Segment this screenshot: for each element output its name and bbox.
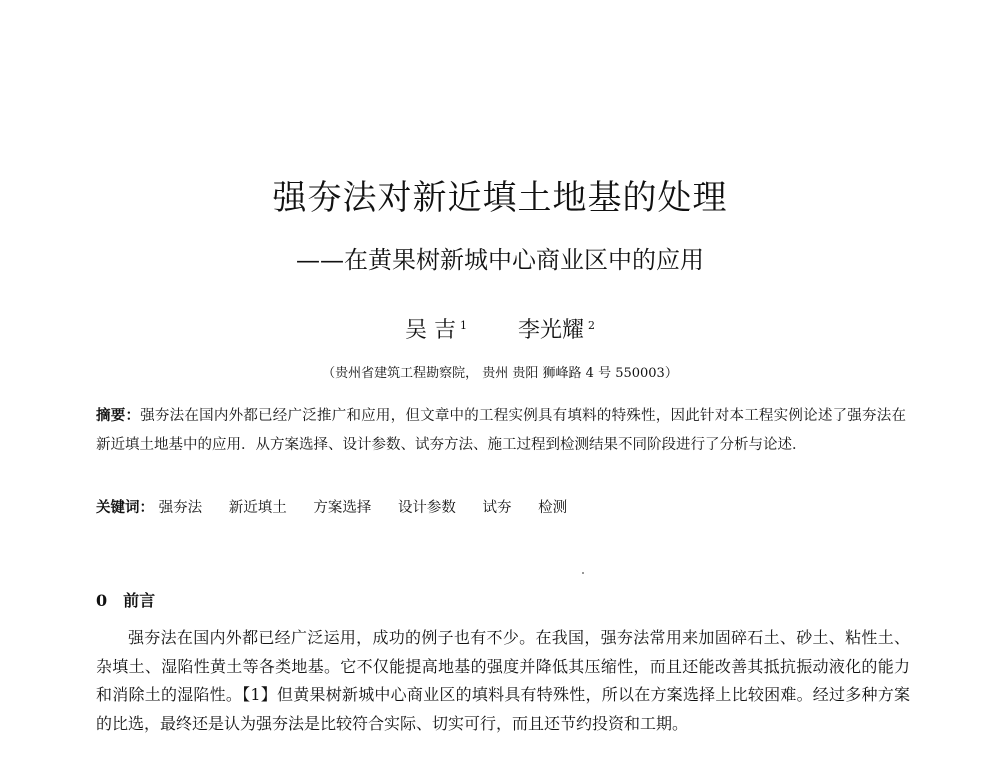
section-heading [96, 588, 155, 611]
keyword: 试夯 [482, 500, 512, 516]
keywords [96, 497, 906, 519]
section-title: 前言 [123, 591, 156, 610]
scan-speck [582, 572, 584, 574]
body-text [96, 624, 910, 738]
keyword: 设计参数 [397, 500, 456, 516]
author [405, 318, 467, 343]
author-affiliation-mark: 1 [459, 318, 467, 332]
paper-subtitle: ——在黄果树新城中心商业区中的应用 [296, 246, 704, 274]
keyword: 检测 [538, 500, 568, 516]
abstract-text: 强夯法在国内外都已经广泛推广和应用，但文章中的工程实例具有填料的特殊性，因此针对本工程实例论述了强夯法在新近填土地基中的应用．从方案选择、设计参数、试夯方法、施工过程到检测结果不同阶段进行了分析与论述． [96, 408, 907, 453]
abstract [96, 401, 906, 460]
abstract-label: 摘要： [96, 407, 141, 424]
author-name: 李光耀 [517, 318, 584, 343]
paper-title: 强夯法对新近填土地基的处理 [272, 178, 728, 218]
affiliation: （贵州省建筑工程勘察院， 贵州 贵阳 狮峰路 4 号 550003） [322, 366, 678, 381]
keyword: 强夯法 [158, 500, 203, 516]
author [518, 318, 595, 343]
author-affiliation-mark: 2 [588, 318, 595, 332]
paragraph: 强夯法在国内外都已经广泛运用，成功的例子也有不少。在我国，强夯法常用来加固碎石土、砂土、粘性土、杂填土、湿陷性黄土等各类地基。它不仅能提高地基的强度并降低其压缩性，而且还能改善其抵抗振动液化的能力和消除土的湿陷性。【1】但黄果树新城中心商业区的填料具有特殊性，所以在方案选择上比较困难。经过多种方案的比选，最终还是认为强夯法是比较符合实际、切实可行，而且还节约投资和工期。 [96, 628, 910, 733]
keyword: 新近填土 [228, 500, 287, 516]
author-list [0, 313, 1000, 344]
section-number: 0 [96, 591, 108, 610]
keyword: 方案选择 [313, 500, 372, 516]
author-name: 吴 吉 [404, 318, 456, 343]
keywords-label: 关键词： [96, 499, 154, 516]
